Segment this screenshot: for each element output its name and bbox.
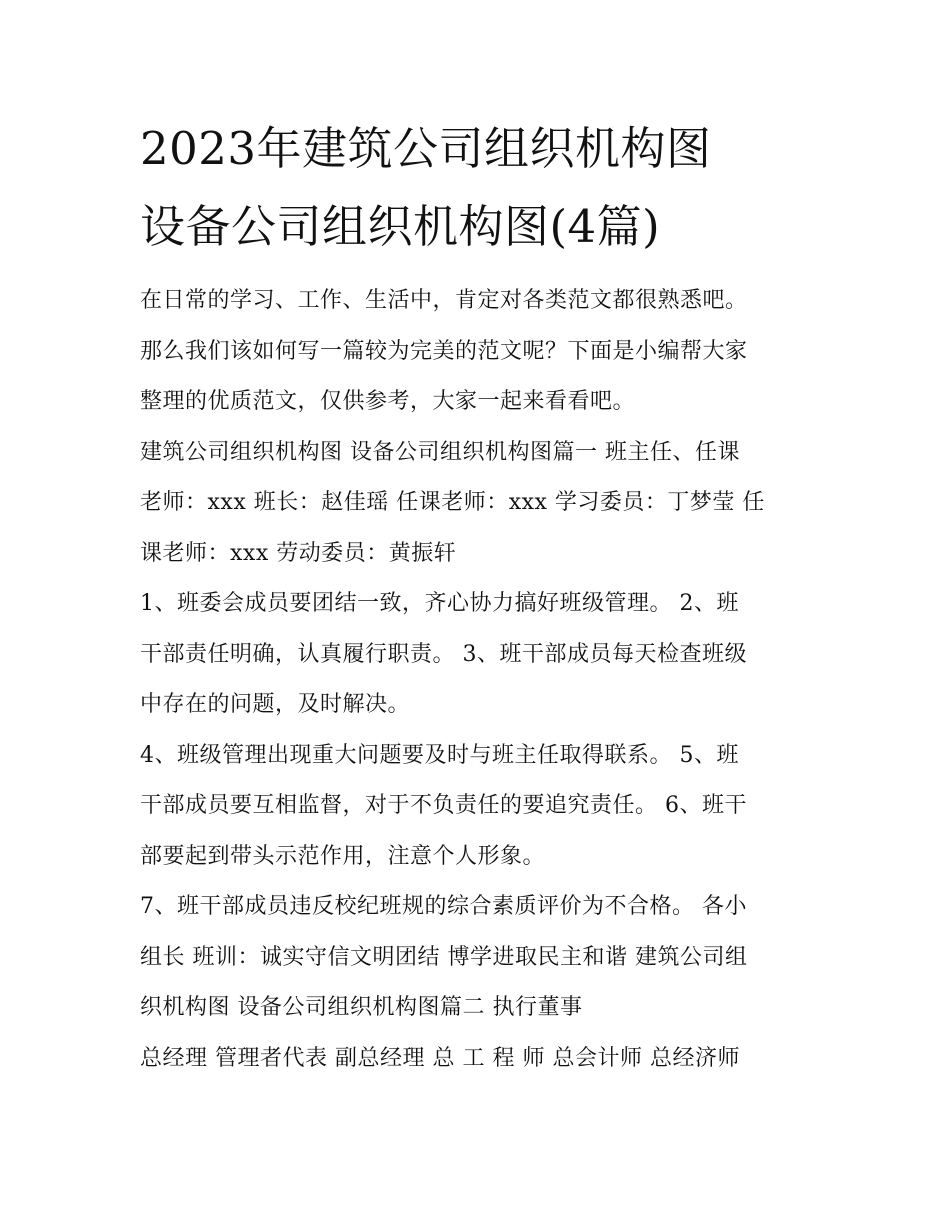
text-line: 织机构图 设备公司组织机构图篇二 执行董事 xyxy=(140,995,583,1020)
text-line: 1、班委会成员要团结一致，齐心协力搞好班级管理。 2、班 xyxy=(140,591,739,616)
paragraph-rules-4-6 xyxy=(140,731,820,883)
text-line: 干部成员要互相监督，对于不负责任的要追究责任。 6、班干 xyxy=(140,793,747,818)
text-line: 干部责任明确，认真履行职责。 3、班干部成员每天检查班级 xyxy=(140,641,747,667)
text-line: 部要起到带头示范作用，注意个人形象。 xyxy=(140,843,546,869)
document-title xyxy=(140,110,820,266)
document-body xyxy=(140,276,820,1084)
document-page xyxy=(140,110,820,1084)
paragraph-intro xyxy=(140,276,820,428)
text-line: 那么我们该如何写一篇较为完美的范文呢？下面是小编帮大家 xyxy=(140,338,748,364)
text-line: 4、班级管理出现重大问题要及时与班主任取得联系。 5、班 xyxy=(140,742,739,768)
text-line: 老师：xxx 班长：赵佳瑶 任课老师：xxx 学习委员：丁梦莹 任 xyxy=(140,490,765,515)
title-line-2: 设备公司组织机构图(4篇) xyxy=(140,200,661,253)
paragraph-rules-1-3 xyxy=(140,579,820,731)
paragraph-org-roles xyxy=(140,1034,820,1085)
paragraph-section-one xyxy=(140,428,820,580)
text-line: 7、班干部成员违反校纪班规的综合素质评价为不合格。 各小 xyxy=(140,894,747,919)
text-line: 建筑公司组织机构图 设备公司组织机构图篇一 班主任、任课 xyxy=(140,439,740,465)
text-line: 中存在的问题，及时解决。 xyxy=(140,692,411,717)
paragraph-rule-7 xyxy=(140,882,820,1034)
text-line: 在日常的学习、工作、生活中，肯定对各类范文都很熟悉吧。 xyxy=(140,288,748,313)
text-line: 总经理 管理者代表 副总经理 总 工 程 师 总会计师 总经济师 xyxy=(140,1045,740,1071)
text-line: 课老师：xxx 劳动委员：黄振轩 xyxy=(140,540,457,566)
text-line: 组长 班训：诚实守信文明团结 博学进取民主和谐 建筑公司组 xyxy=(140,944,748,970)
text-line: 整理的优质范文，仅供参考，大家一起来看看吧。 xyxy=(140,389,636,414)
title-line-1: 2023年建筑公司组织机构图 xyxy=(140,122,712,175)
